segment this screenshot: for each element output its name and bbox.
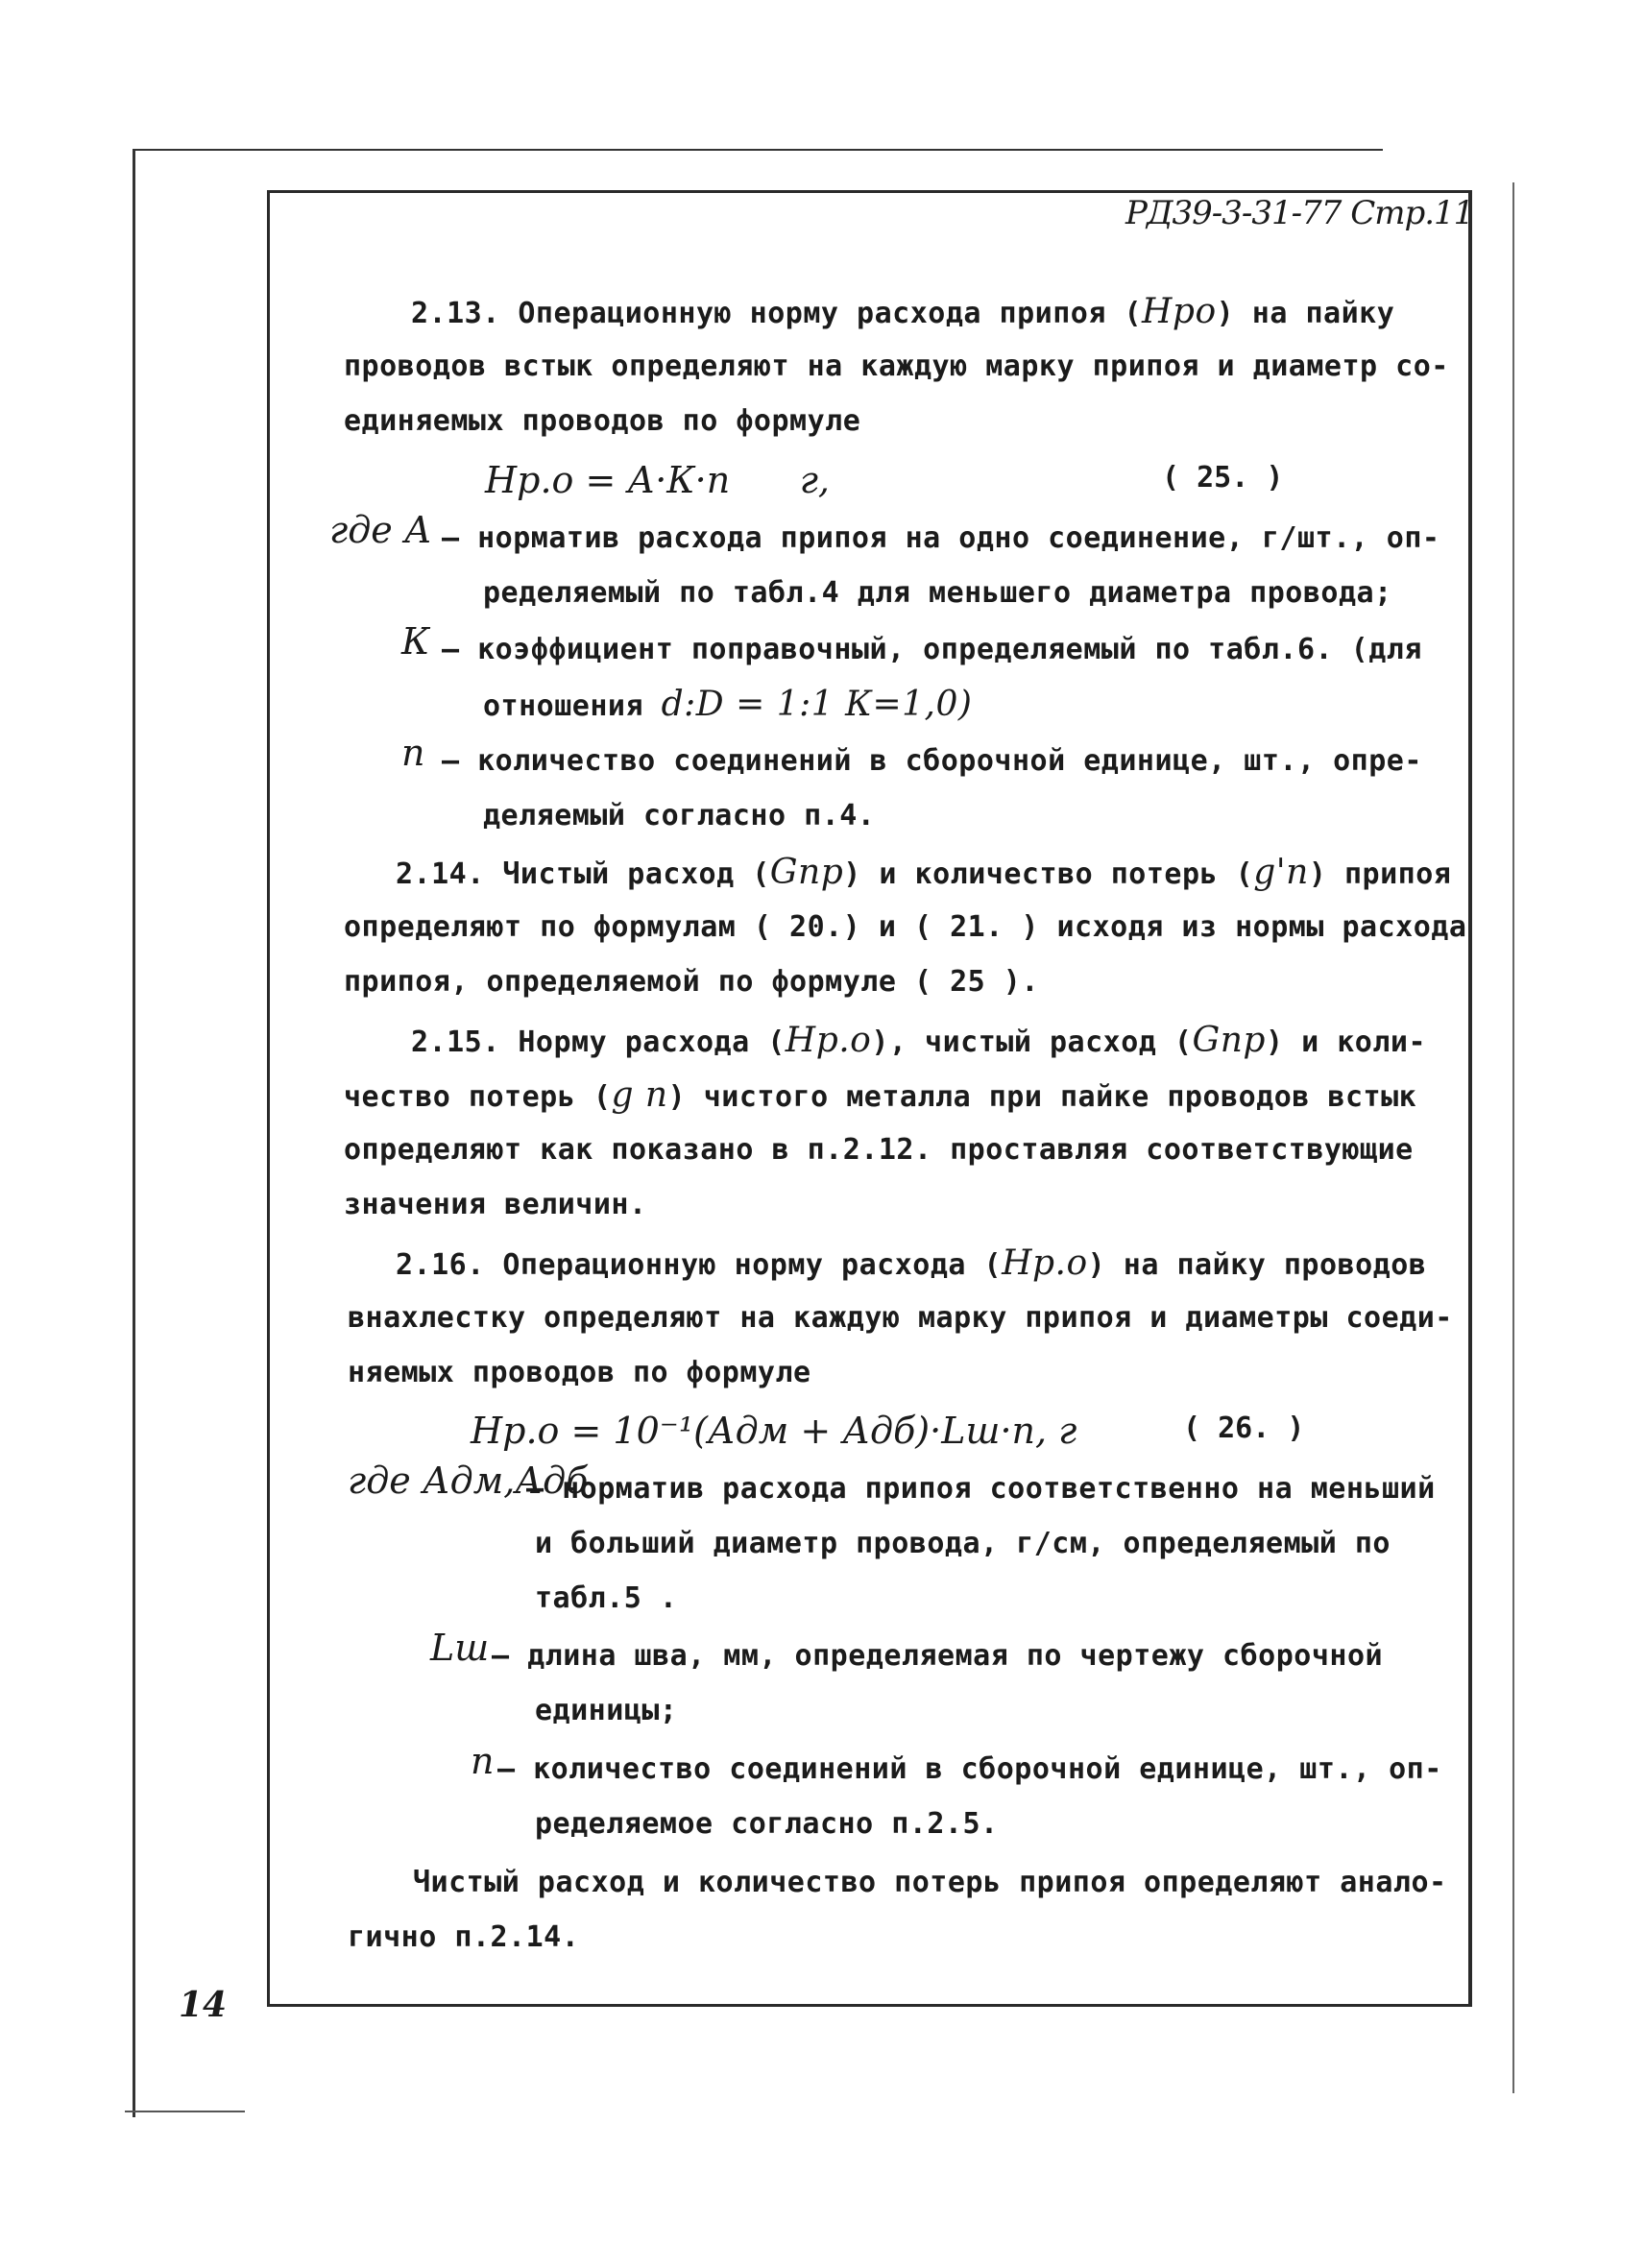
gnp-symbol: Gпр [769, 853, 844, 892]
p213-line1 [411, 284, 1394, 341]
p213-line1-text: 2.13. Операционную норму расхода припоя ( [411, 297, 1143, 330]
p214-line1-text: 2.14. Чистый расход ( [396, 857, 770, 891]
document-code: РД39-3-31-77 Стр.11 [1125, 194, 1474, 232]
gnp-symbol-2: Gпр [1192, 1021, 1266, 1060]
p215-line4: значения величин. [344, 1188, 647, 1221]
p216-line1 [396, 1236, 1426, 1292]
where26-l-line1: – длина шва, мм, определяемая по чертежу сборочной [492, 1639, 1384, 1673]
p214-line1-mid: ) и количество потерь ( [843, 857, 1254, 891]
where26-l-line2: единицы; [535, 1694, 678, 1727]
page-right-edge-line [1512, 182, 1514, 2093]
closing-line1: Чистый расход и количество потерь припоя определяют анало- [413, 1866, 1447, 1899]
p213-line2: проводов встык определяют на каждую марку припоя и диаметр со- [344, 350, 1449, 383]
p216-line3: няемых проводов по формуле [348, 1356, 811, 1389]
formula-26: Нр.о = 10⁻¹(Адм + Адб)·Lш·п, г [471, 1410, 1077, 1452]
p215-line1 [411, 1013, 1426, 1070]
outer-frame-bottom-tick [125, 2111, 245, 2112]
gn-symbol: g'п [1253, 853, 1309, 892]
p216-line1-end: ) на пайку проводов [1087, 1248, 1427, 1282]
p215-line1-end: ) и коли- [1265, 1025, 1427, 1059]
where25-n-line2: деляемый согласно п.4. [483, 799, 876, 832]
where25-k-line1: – коэффициент поправочный, определяемый по табл.6. (для [442, 633, 1422, 666]
where25-a-line1: – норматив расхода припоя на одно соединение, г/шт., оп- [442, 521, 1440, 555]
p216-line1-text: 2.16. Операционную норму расхода ( [396, 1248, 1003, 1282]
p215-line2-text: чество потерь ( [344, 1080, 612, 1114]
formula-25: Нр.о = А·К·п г, [485, 459, 830, 501]
ratio-handwritten: d:D = 1:1 К=1,0) [661, 685, 973, 724]
where26-n-line1: – количество соединений в сборочной единице, шт., оп- [497, 1752, 1442, 1786]
p215-line1-mid: ), чистый расход ( [871, 1025, 1193, 1059]
where26-a-symbol: где Адм,Адб [348, 1460, 589, 1502]
p214-line1-end: ) припоя [1308, 857, 1452, 891]
p214-line1 [396, 845, 1451, 902]
where26-a-line1: – норматив расхода припоя соответственно на меньший [526, 1472, 1436, 1506]
where25-a-line2: ределяемый по табл.4 для меньшего диаметра провода; [483, 576, 1392, 610]
p215-line2 [344, 1068, 1416, 1124]
page-mark: 14 [179, 1985, 228, 2025]
p216-line2: внахлестку определяют на каждую марку припоя и диаметры соеди- [348, 1301, 1453, 1335]
closing-line2: гично п.2.14. [348, 1920, 580, 1954]
outer-frame-top-line [133, 149, 1383, 151]
where26-n-symbol: п [471, 1740, 495, 1782]
where26-a-line3: табл.5 . [535, 1581, 678, 1615]
gn-symbol-2: g п [611, 1075, 668, 1115]
hpo-symbol: Нро [1142, 292, 1217, 331]
formula-25-number: ( 25. ) [1162, 461, 1284, 495]
where25-n-line1: – количество соединений в сборочной единице, шт., опре- [442, 744, 1422, 778]
where26-a-line2: и больший диаметр провода, г/см, определяемый по [535, 1527, 1391, 1560]
where26-l-symbol: Lш [430, 1627, 490, 1669]
where25-k-line2-text: отношения [483, 689, 662, 723]
hpo-symbol-3: Нр.о [1002, 1243, 1088, 1283]
hpo-symbol-2: Нр.о [785, 1021, 872, 1060]
p215-line1-text: 2.15. Норму расхода ( [411, 1025, 786, 1059]
outer-frame-left-line [133, 149, 135, 2117]
where26-n-line2: ределяемое согласно п.2.5. [535, 1807, 999, 1841]
where25-k-symbol: К [401, 620, 430, 663]
p214-line3: припоя, определяемой по формуле ( 25 ). [344, 965, 1039, 999]
where25-n-symbol: п [401, 732, 425, 774]
p215-line2-end: ) чистого металла при пайке проводов встык [667, 1080, 1417, 1114]
formula-26-number: ( 26. ) [1183, 1411, 1305, 1445]
p213-line1-end: ) на пайку [1216, 297, 1395, 330]
where25-a-symbol: где А [329, 509, 432, 551]
where25-k-line2 [483, 677, 972, 734]
p213-line3: единяемых проводов по формуле [344, 404, 861, 438]
p214-line2: определяют по формулам ( 20.) и ( 21. ) исходя из нормы расхода [344, 910, 1467, 944]
p215-line3: определяют как показано в п.2.12. проставляя соответствующие [344, 1133, 1414, 1167]
